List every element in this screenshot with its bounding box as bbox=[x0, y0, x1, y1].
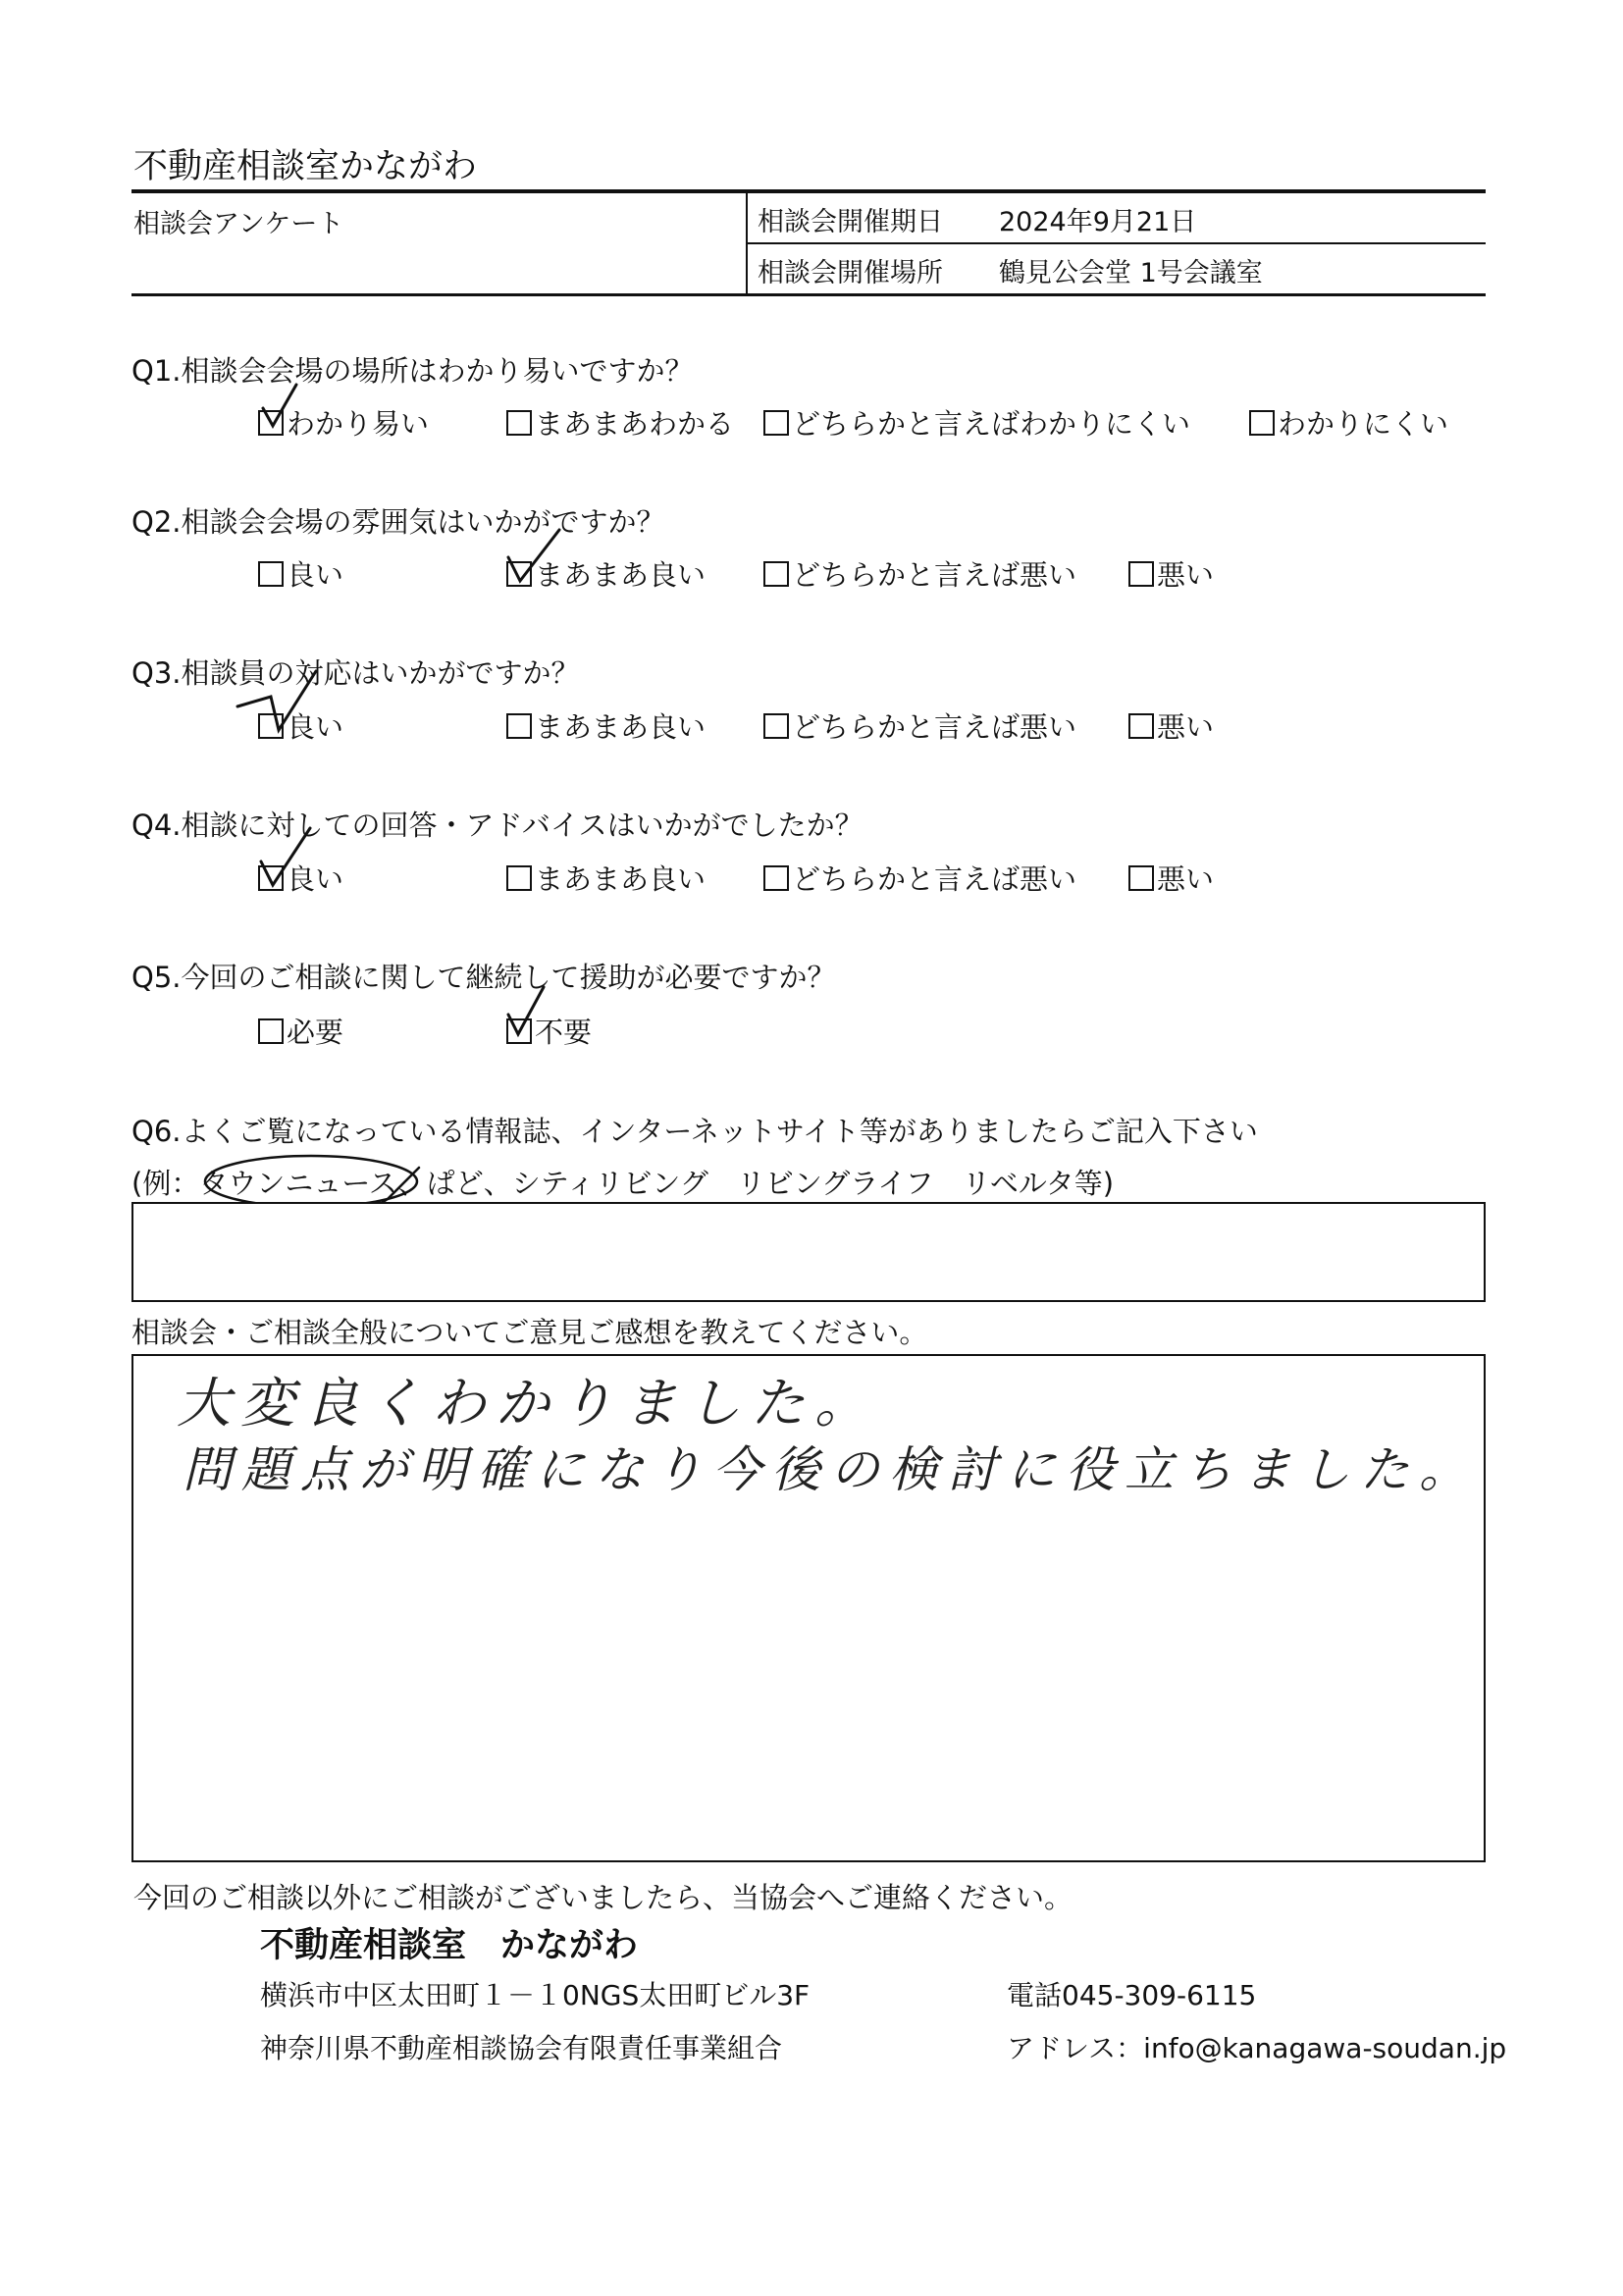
question-5-label: Q5.今回のご相談に関して継続して援助が必要ですか？ bbox=[131, 961, 836, 994]
q4-option-bad[interactable]: 悪い bbox=[1128, 858, 1214, 898]
checkbox[interactable] bbox=[258, 1018, 284, 1044]
footer-address: 横浜市中区太田町１－１0NGS太田町ビル3F bbox=[260, 1979, 811, 2011]
meeting-date-label: 相談会開催期日 bbox=[758, 207, 943, 237]
footer-email[interactable]: アドレス：info@kanagawa-soudan.jp bbox=[1007, 2032, 1507, 2064]
q1-option-easy[interactable]: わかり易い bbox=[258, 402, 429, 443]
q2-option-fairly-good[interactable]: まあまあ良い bbox=[506, 553, 706, 594]
question-1-label: Q1.相談会会場の場所はわかり易いですか？ bbox=[131, 354, 694, 388]
meeting-date-value: 2024年9月21日 bbox=[999, 207, 1197, 237]
checkbox[interactable] bbox=[763, 865, 789, 891]
q4-option-good[interactable]: 良い bbox=[258, 858, 343, 898]
checkbox[interactable] bbox=[763, 410, 789, 436]
question-4-label: Q4.相談に対しての回答・アドバイスはいかがでしたか？ bbox=[131, 809, 864, 842]
checkbox[interactable] bbox=[506, 713, 532, 739]
checkbox[interactable] bbox=[763, 561, 789, 587]
q5-option-needed[interactable]: 必要 bbox=[258, 1011, 343, 1051]
q5-option-not-needed[interactable]: 不要 bbox=[506, 1011, 592, 1051]
question-6-example: (例：タウンニュース、ぱど、シティリビング リビングライフ リベルタ等) bbox=[131, 1167, 1115, 1200]
checkbox[interactable] bbox=[506, 410, 532, 436]
q1-option-hard[interactable]: わかりにくい bbox=[1249, 402, 1448, 443]
header-bottom-rule bbox=[131, 293, 1486, 296]
checkbox[interactable] bbox=[1128, 865, 1154, 891]
q2-option-rather-bad[interactable]: どちらかと言えば悪い bbox=[763, 553, 1076, 594]
q2-check-mark-icon bbox=[502, 524, 571, 589]
q4-check-mark-icon bbox=[253, 820, 332, 895]
q2-option-bad[interactable]: 悪い bbox=[1128, 553, 1214, 594]
q1-option-somewhat[interactable]: まあまあわかる bbox=[506, 402, 734, 443]
checkbox[interactable] bbox=[1128, 713, 1154, 739]
q3-option-good[interactable]: 良い bbox=[258, 705, 343, 746]
checkbox[interactable] bbox=[1128, 561, 1154, 587]
q1-option-rather-hard[interactable]: どちらかと言えばわかりにくい bbox=[763, 402, 1190, 443]
checkbox[interactable] bbox=[763, 713, 789, 739]
survey-title: 相談会アンケート bbox=[133, 209, 344, 239]
handwritten-comment-line-1: 大変良くわかりました。 bbox=[177, 1372, 879, 1435]
question-3-label: Q3.相談員の対応はいかがですか？ bbox=[131, 656, 580, 690]
q4-option-fairly-good[interactable]: まあまあ良い bbox=[506, 858, 706, 898]
footer-phone: 電話045-309-6115 bbox=[1007, 1979, 1257, 2011]
organization-title: 不動産相談室かながわ bbox=[133, 147, 478, 186]
q4-option-rather-bad[interactable]: どちらかと言えば悪い bbox=[763, 858, 1076, 898]
q2-option-good[interactable]: 良い bbox=[258, 553, 343, 594]
q3-option-rather-bad[interactable]: どちらかと言えば悪い bbox=[763, 705, 1076, 746]
question-2-label: Q2.相談会会場の雰囲気はいかがですか？ bbox=[131, 505, 665, 539]
handwritten-comment-line-2: 問題点が明確になり今後の検討に役立ちました。 bbox=[183, 1441, 1478, 1498]
q3-option-fairly-good[interactable]: まあまあ良い bbox=[506, 705, 706, 746]
q3-option-bad[interactable]: 悪い bbox=[1128, 705, 1214, 746]
question-6-label: Q6.よくご覧になっている情報誌、インターネットサイト等がありましたらご記入下さい bbox=[131, 1115, 1258, 1148]
checkbox[interactable] bbox=[506, 865, 532, 891]
q3-check-mark-icon bbox=[232, 661, 330, 740]
meeting-place-label: 相談会開催場所 bbox=[758, 258, 943, 288]
comments-label: 相談会・ご相談全般についてご意見ご感想を教えてください。 bbox=[131, 1316, 928, 1349]
meeting-info-divider bbox=[748, 242, 1486, 244]
footer-association: 神奈川県不動産相談協会有限責任事業組合 bbox=[260, 2032, 783, 2064]
footer-organization: 不動産相談室 かながわ bbox=[260, 1926, 639, 1965]
q1-check-mark-icon bbox=[257, 379, 316, 434]
footer-contact-note: 今回のご相談以外にご相談がございましたら、当協会へご連絡ください。 bbox=[133, 1881, 1073, 1914]
checkbox[interactable] bbox=[258, 561, 284, 587]
meeting-place-value: 鶴見公会堂 1号会議室 bbox=[999, 258, 1263, 288]
info-magazine-input[interactable] bbox=[131, 1202, 1486, 1302]
checkbox[interactable] bbox=[1249, 410, 1275, 436]
q5-check-mark-icon bbox=[502, 981, 561, 1042]
